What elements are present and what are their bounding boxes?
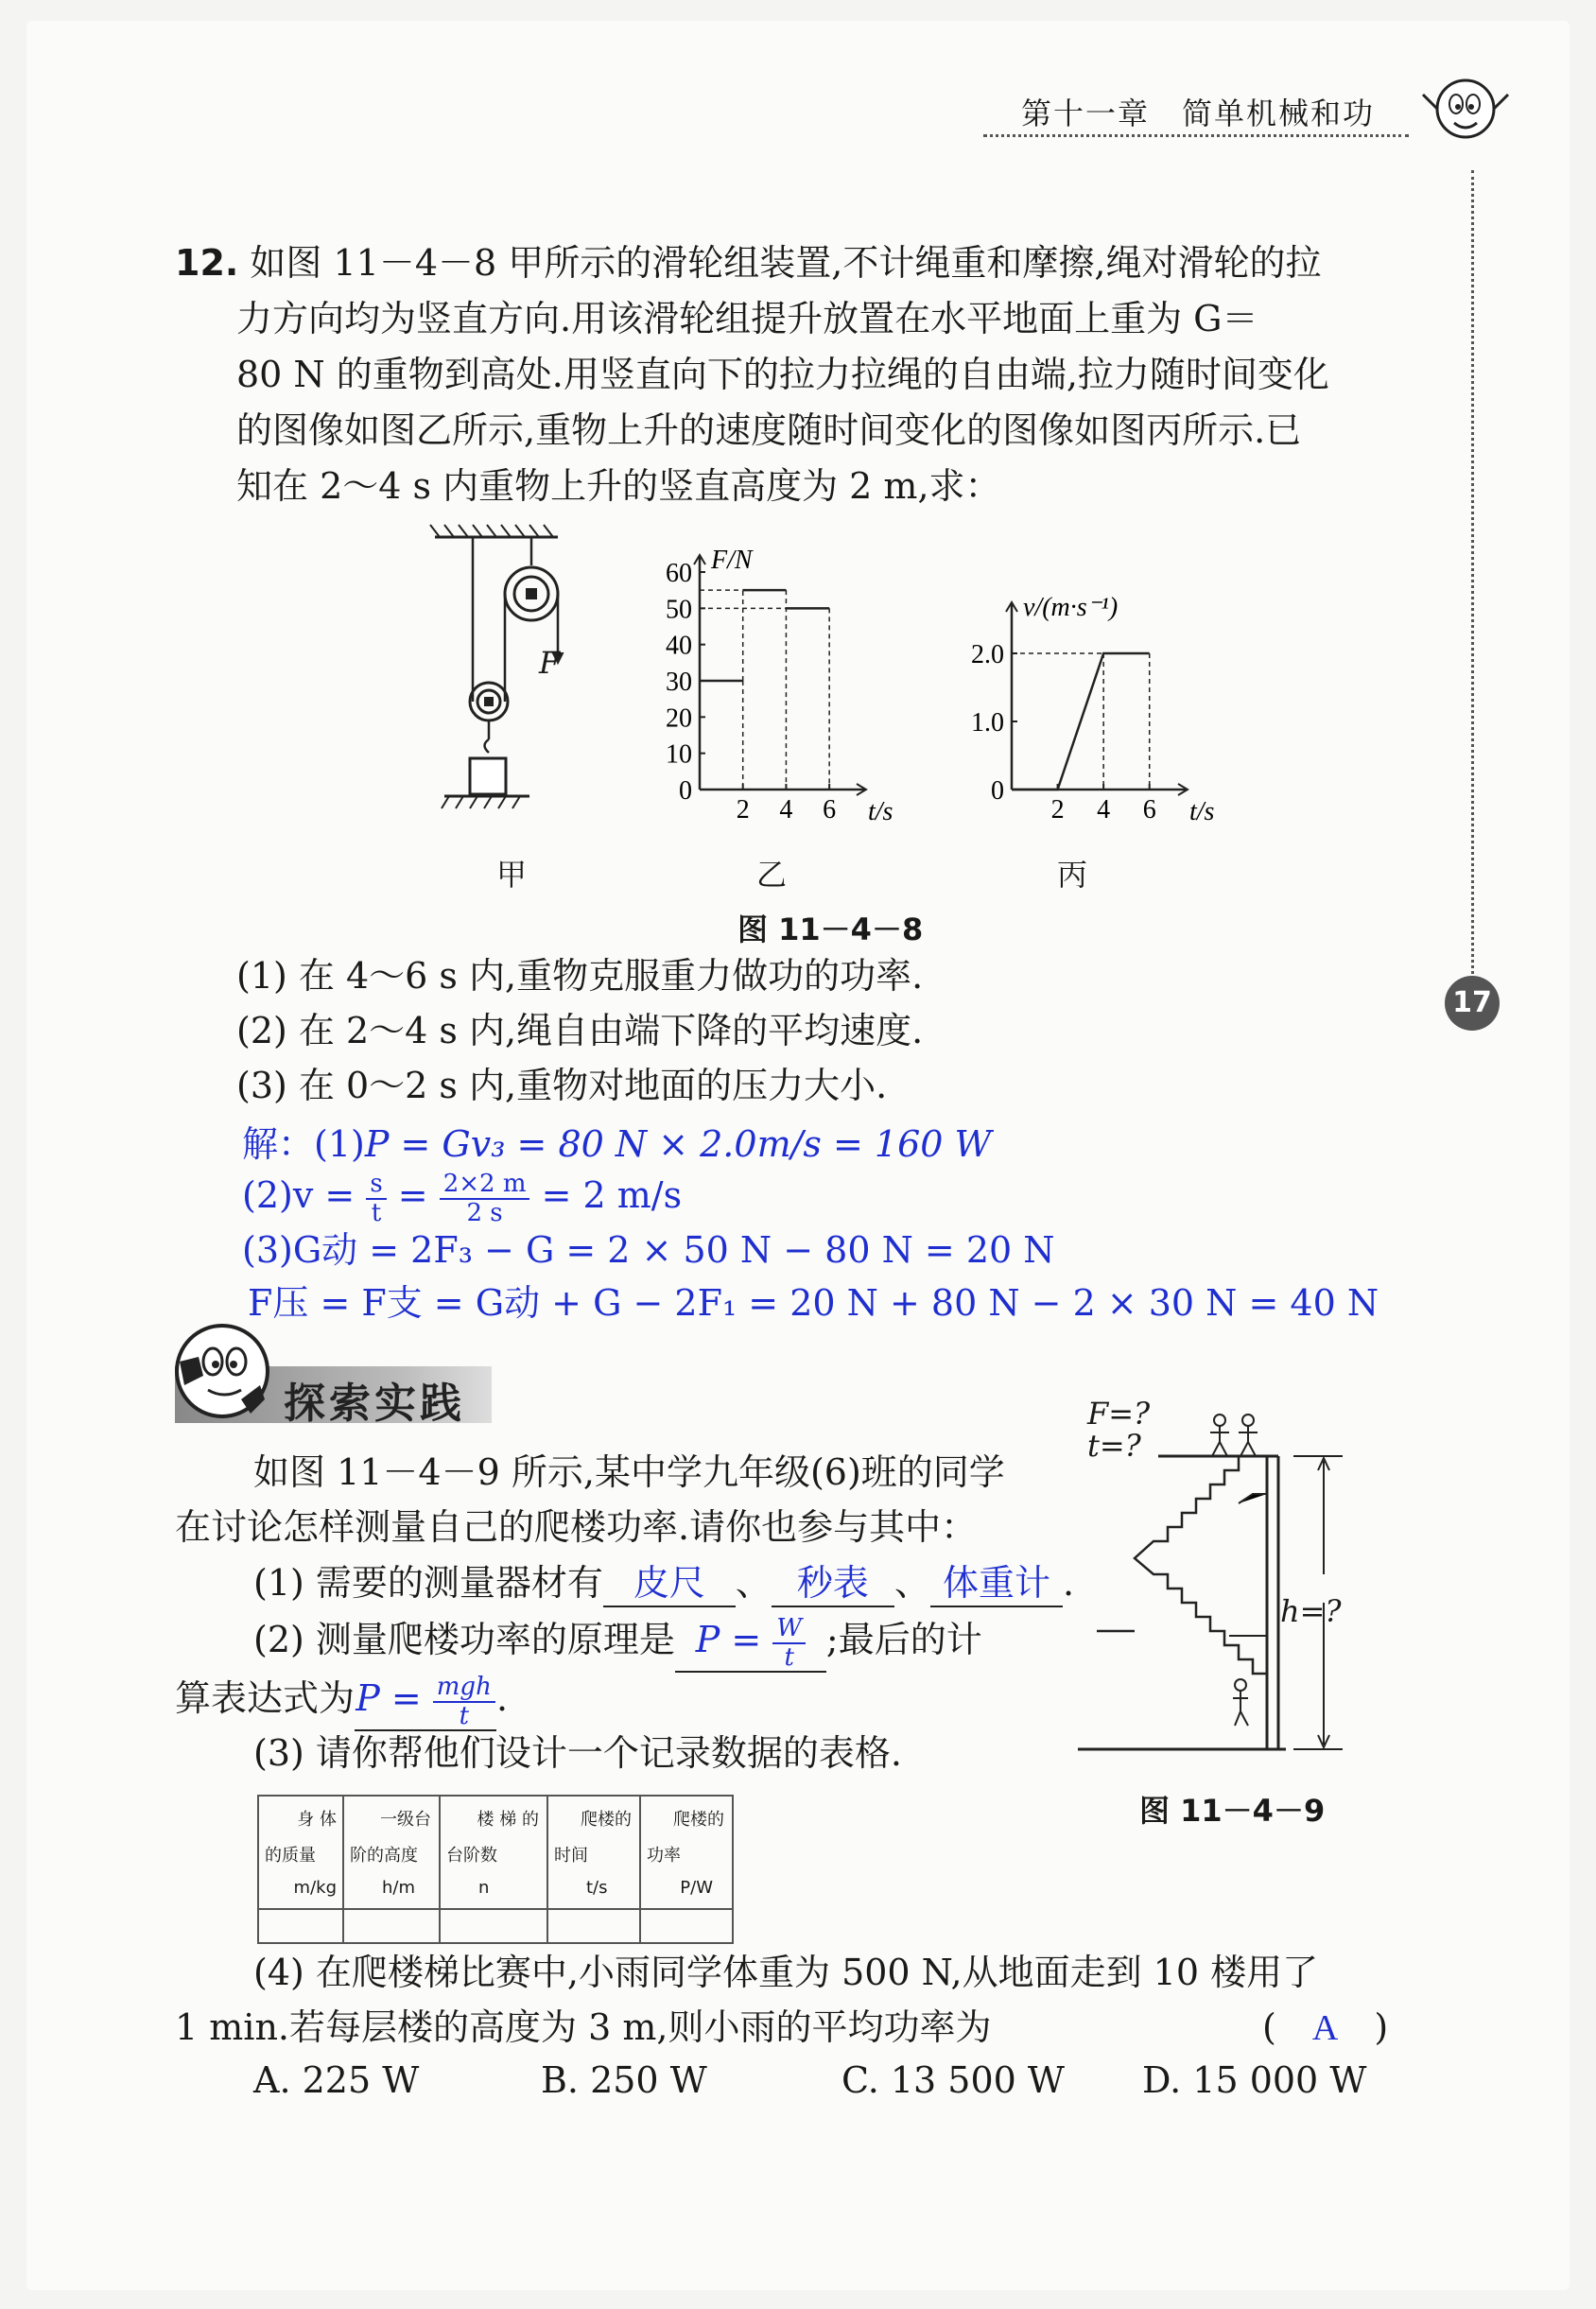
chapter-header: 第十一章 简单机械和功 [1021,95,1376,131]
q12-line-3: 80 N 的重物到高处.用竖直向下的拉力拉绳的自由端,拉力随时间变化 [236,354,1329,395]
q12-line-2: 力方向均为竖直方向.用该滑轮组提升放置在水平地面上重为 G＝ [236,298,1258,339]
option-d: D. 15 000 W [1142,2059,1367,2101]
fig-label-jia: 甲 [496,857,528,893]
x-tick-label: 4 [1097,795,1111,825]
figure-caption-9: 图 11－4－9 [1139,1793,1326,1829]
table-header-power: 爬楼的 功率 P/W [647,1810,724,1898]
y-tick-label: 2.0 [971,640,1004,669]
x-tick-label: 6 [1142,795,1156,825]
record-table [257,1795,734,1944]
practice-part-4-line-1: (4) 在爬楼梯比赛中,小雨同学体重为 500 N,从地面走到 10 楼用了 [253,1952,1319,1993]
q12-part-3: (3) 在 0～2 s 内,重物对地面的压力大小. [236,1065,888,1106]
table-cell [640,1909,733,1943]
option-a: A. 225 W [253,2059,420,2101]
q12-line-1: 12. 如图 11－4－8 甲所示的滑轮组装置,不计绳重和摩擦,绳对滑轮的拉 [175,242,1322,284]
fig-label-bing: 丙 [1057,857,1088,893]
x-axis-label: t/s [868,797,893,826]
y-tick-label: 60 [666,559,692,588]
table-cell [440,1909,547,1943]
fig-label-yi: 乙 [756,857,788,893]
y-tick-label: 1.0 [971,708,1004,738]
fig9-time-label: t=? [1087,1428,1141,1464]
answer-line-4: F压 = F支 = G动 + G − 2F₁ = 20 N + 80 N − 2 × 30 N = 40 N [248,1282,1379,1324]
q12-part-1: (1) 在 4～6 s 内,重物克服重力做功的功率. [236,955,924,997]
practice-part-3: (3) 请你帮他们设计一个记录数据的表格. [253,1732,902,1774]
table-header-mass: 身 体 的质量 m/kg [265,1810,337,1898]
page-number-badge: 17 [1445,976,1500,1031]
answer-bracket: ( A ) [1262,2006,1389,2048]
answer-line-3: (3)G动 = 2F₃ − G = 2 × 50 N − 80 N = 20 N [242,1229,1055,1271]
y-tick-label: 50 [666,595,692,625]
velocity-time-chart [955,567,1215,832]
option-c: C. 13 500 W [841,2059,1065,2101]
x-tick-label: 4 [779,795,793,825]
practice-intro-2: 在讨论怎样测量自己的爬楼功率.请你也参与其中： [175,1506,978,1548]
velocity-line [1012,653,1150,790]
table-header-step-height: 一级台 阶的高度 h/m [350,1810,431,1898]
practice-part-4-line-2: 1 min.若每层楼的高度为 3 m,则小雨的平均功率为 [175,2006,992,2048]
y-axis-label: F/N [711,546,753,575]
q12-line-5: 知在 2～4 s 内重物上升的竖直高度为 2 m,求： [236,465,1001,507]
pulley-diagram [425,520,596,842]
answer-choice: A [1311,2008,1339,2048]
practice-intro-1: 如图 11－4－9 所示,某中学九年级(6)班的同学 [253,1451,1005,1493]
y-tick-label: 0 [679,776,692,806]
fig9-height-label: h=? [1280,1593,1342,1629]
section-banner-title: 探索实践 [284,1380,465,1428]
force-time-chart [652,520,898,832]
table-cell [547,1909,640,1943]
practice-part-1: (1) 需要的测量器材有 皮尺 、 秒表 、 体重计 . [253,1562,1074,1607]
practice-part-2: (2) 测量爬楼功率的原理是 P = $\frac{W}{t}$ ;最后的计 [253,1614,982,1672]
margin-rule [1471,170,1474,974]
table-cell [258,1909,343,1943]
practice-part-2-line-2: 算表达式为P = $\frac{\text{mgh}}{t}$ . [175,1673,509,1730]
table-header-step-count: 楼 梯 的 台阶数 n [446,1810,539,1898]
fig9-force-label: F=? [1087,1396,1151,1432]
q12-part-2: (2) 在 2～4 s 内,绳自由端下降的平均速度. [236,1010,924,1051]
option-b: B. 250 W [541,2059,707,2101]
y-tick-label: 10 [666,739,692,770]
y-axis-label: v/(m·s⁻¹) [1023,593,1119,622]
question-number: 12. [175,242,239,284]
q12-line-4: 的图像如图乙所示,重物上升的速度随时间变化的图像如图丙所示.已 [236,409,1302,451]
x-tick-label: 6 [823,795,837,825]
x-tick-label: 2 [736,795,750,825]
header-rule [983,134,1409,137]
force-label: F [539,645,561,681]
y-tick-label: 30 [666,668,692,697]
y-tick-label: 20 [666,703,692,734]
mascot-icon [1418,66,1513,151]
answer-line-1: 解：(1)P = Gv₃ = 80 N × 2.0m/s = 160 W [242,1123,992,1165]
table-header-time: 爬楼的 时间 t/s [554,1810,632,1898]
y-tick-label: 40 [666,631,692,661]
table-cell [343,1909,440,1943]
soccer-mascot-icon [170,1319,274,1423]
y-tick-label: 0 [991,776,1004,806]
x-axis-label: t/s [1189,797,1215,826]
figure-caption-8: 图 11－4－8 [737,911,924,947]
x-tick-label: 2 [1050,795,1065,825]
answer-line-2: (2)v = $\frac{s}{t}$ = $\frac{2\times 2 m}{2 s}$ = 2 m/s [242,1170,683,1227]
